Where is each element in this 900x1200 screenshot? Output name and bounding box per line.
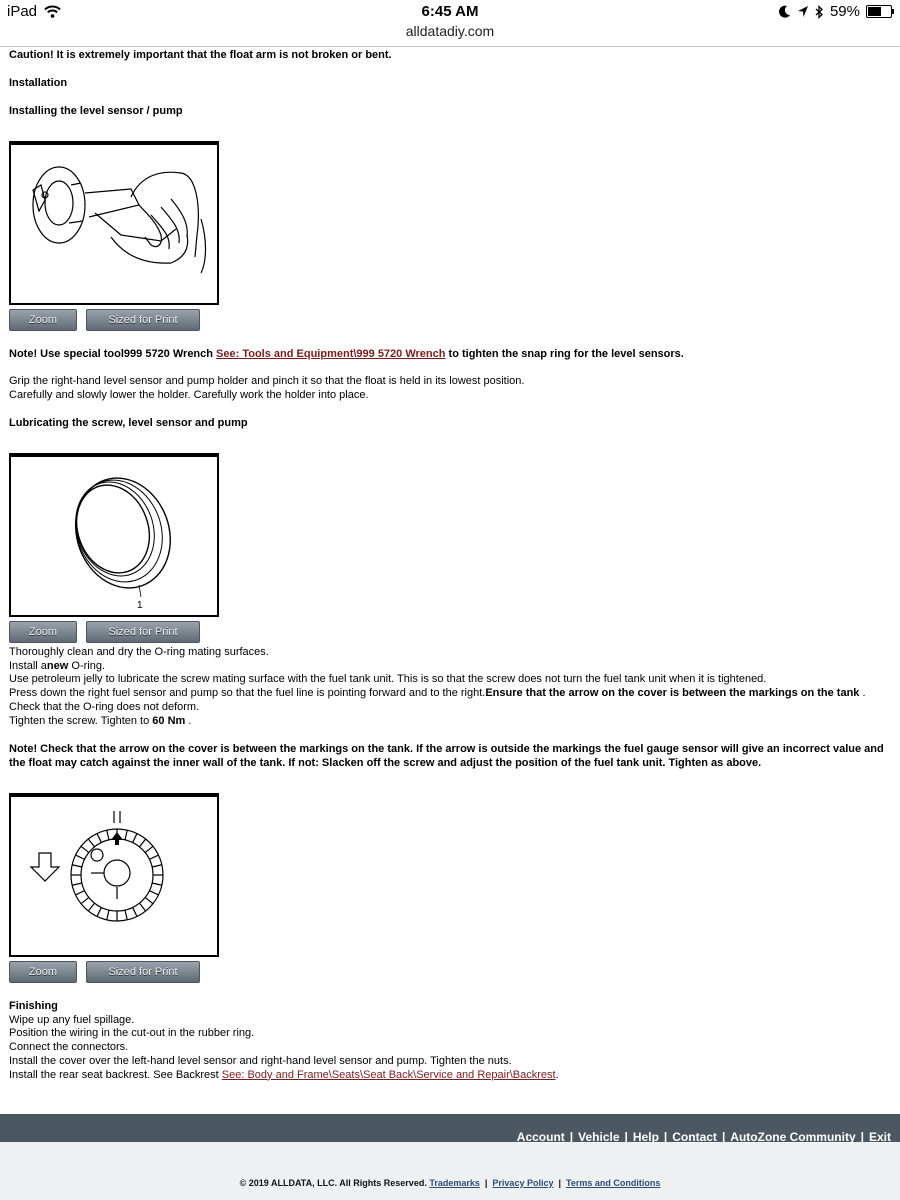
footer-link-account[interactable]: Account <box>516 1130 565 1144</box>
bluetooth-icon <box>815 5 824 19</box>
callout-number: 1 <box>137 600 143 611</box>
privacy-policy-link[interactable]: Privacy Policy <box>492 1178 554 1188</box>
illustration-hand-pump <box>11 145 217 303</box>
dial-tick <box>133 907 137 916</box>
step-press: Press down the right fuel sensor and pump so that the fuel line is pointing forward and to the right.Ensure that the arrow on the cover is between the markings on the tank . <box>9 687 866 700</box>
heading-lubricating-wrap <box>9 417 894 431</box>
heading-installation-wrap <box>9 77 894 91</box>
grip-line-1: Grip the right-hand level sensor and pump holder and pinch it so that the float is held in its lowest position. <box>9 375 525 387</box>
footer-shape <box>0 1140 300 1166</box>
heading-installing: Installing the level sensor / pump <box>9 105 183 117</box>
dial-tick <box>81 897 89 903</box>
dial-tick <box>72 865 82 867</box>
dial-tick <box>139 903 145 911</box>
copyright-line: © 2019 ALLDATA, LLC. All Rights Reserved. Trademarks | Privacy Policy | Terms and Conditions <box>239 1178 661 1188</box>
finish-step-5: Install the rear seat backrest. See Backrest See: Body and Frame\Seats\Seat Back\Service and Repair\Backrest. <box>9 1068 559 1081</box>
illustration-cover-dial <box>11 797 217 955</box>
sized-for-print-button[interactable]: Sized for Print <box>86 621 200 643</box>
zoom-button[interactable]: Zoom <box>9 621 77 643</box>
dial-tick <box>149 891 158 895</box>
heading-installing-wrap <box>9 105 894 119</box>
url-bar[interactable]: alldatadiy.com <box>405 23 495 39</box>
trademarks-link[interactable]: Trademarks <box>429 1178 480 1188</box>
moon-icon <box>779 5 791 18</box>
footer-link-contact[interactable]: Contact <box>672 1130 717 1144</box>
sized-for-print-button[interactable]: Sized for Print <box>86 309 200 331</box>
dial-tick <box>88 839 94 847</box>
dial-tick <box>76 891 85 895</box>
dial-tick <box>97 834 101 843</box>
dial-tick <box>145 897 153 903</box>
step-install: Install anew O-ring. <box>9 659 106 672</box>
location-arrow-icon <box>797 5 809 18</box>
dial-tick <box>125 910 127 920</box>
dial-tick <box>152 883 162 885</box>
dial-tick <box>88 903 94 911</box>
device-name: iPad <box>7 3 38 20</box>
heading-installation: Installation <box>9 77 68 89</box>
footer-link-help[interactable]: Help <box>632 1130 659 1144</box>
battery-percent: 59% <box>829 3 860 20</box>
dial-tick <box>97 907 101 916</box>
backrest-link[interactable]: See: Body and Frame\Seats\Seat Back\Service and Repair\Backrest <box>221 1068 556 1081</box>
o-ring-steps <box>9 646 894 728</box>
zoom-button[interactable]: Zoom <box>9 961 77 983</box>
terms-conditions-link[interactable]: Terms and Conditions <box>566 1178 661 1188</box>
note-special-tool <box>9 348 894 362</box>
figure-o-ring <box>9 453 219 617</box>
finish-step-3: Connect the connectors. <box>9 1041 129 1054</box>
battery-icon <box>866 5 892 18</box>
step-clean: Thoroughly clean and dry the O-ring mating surfaces. <box>9 646 269 658</box>
article-content <box>9 49 894 63</box>
finish-step-2: Position the wiring in the cut-out in the rubber ring. <box>9 1027 255 1040</box>
dial-tick <box>149 855 158 859</box>
illustration-o-ring <box>11 457 217 615</box>
status-bar <box>0 0 900 24</box>
dial-tick <box>81 846 89 852</box>
dial-tick <box>125 830 127 840</box>
heading-lubricating: Lubricating the screw, level sensor and pump <box>9 417 248 429</box>
dial-tick <box>107 830 109 840</box>
grip-line-2: Carefully and slowly lower the holder. Carefully work the holder into place. <box>9 388 369 401</box>
footer-link-autozone-community[interactable]: AutoZone Community <box>730 1130 856 1144</box>
note1-prefix: Note! Use special tool999 5720 Wrench <box>9 348 217 360</box>
step-jelly: Use petroleum jelly to lubricate the screw mating surface with the fuel tank unit. This is so that the screw does not turn the fuel tank unit when it is tightened. <box>9 673 767 686</box>
copyright-text: © 2019 ALLDATA, LLC. All Rights Reserved. <box>239 1178 427 1188</box>
step-check: Check that the O-ring does not deform. <box>9 700 200 713</box>
footer-nav: Account | Vehicle | Help | Contact | AutoZone Community | Exit <box>516 1130 891 1144</box>
sized-for-print-button[interactable]: Sized for Print <box>86 961 200 983</box>
zoom-button[interactable]: Zoom <box>9 309 77 331</box>
dial-tick <box>152 865 162 867</box>
divider <box>0 46 900 47</box>
finish-step-4: Install the cover over the left-hand level sensor and right-hand level sensor and pump. Tighten the nuts. <box>9 1054 512 1067</box>
grip-instructions <box>9 375 894 402</box>
note2-text: Note! Check that the arrow on the cover is between the markings on the tank. If the arrow is outside the markings the fuel gauge sensor will give an incorrect value and the float may catch against the inner wall of the tank. If not: Slacken off the screw and adjust the position of the fuel tank unit. Tighten as above. <box>9 743 884 769</box>
tools-equipment-link[interactable]: See: Tools and Equipment\999 5720 Wrench <box>216 348 446 360</box>
dial-tick <box>107 910 109 920</box>
footer-link-vehicle[interactable]: Vehicle <box>578 1130 620 1144</box>
status-right <box>779 3 892 20</box>
clock: 6:45 AM <box>421 3 479 20</box>
note1-suffix: to tighten the snap ring for the level sensors. <box>445 348 684 360</box>
footer-link-exit[interactable]: Exit <box>868 1130 891 1144</box>
dial-tick <box>139 839 145 847</box>
dial-tick <box>72 883 82 885</box>
note-arrow-check <box>9 743 894 770</box>
step-tighten: Tighten the screw. Tighten to 60 Nm . <box>9 714 192 727</box>
figure-cover-markings <box>9 793 219 957</box>
finishing-section <box>9 1000 894 1082</box>
heading-finishing: Finishing <box>9 1000 58 1012</box>
caution-text: Caution! It is extremely important that the float arm is not broken or bent. <box>9 49 392 61</box>
figure-level-sensor-install <box>9 141 219 305</box>
dial-tick <box>145 846 153 852</box>
dial-tick <box>76 855 85 859</box>
finish-step-1: Wipe up any fuel spillage. <box>9 1013 135 1026</box>
dial-tick <box>133 834 137 843</box>
